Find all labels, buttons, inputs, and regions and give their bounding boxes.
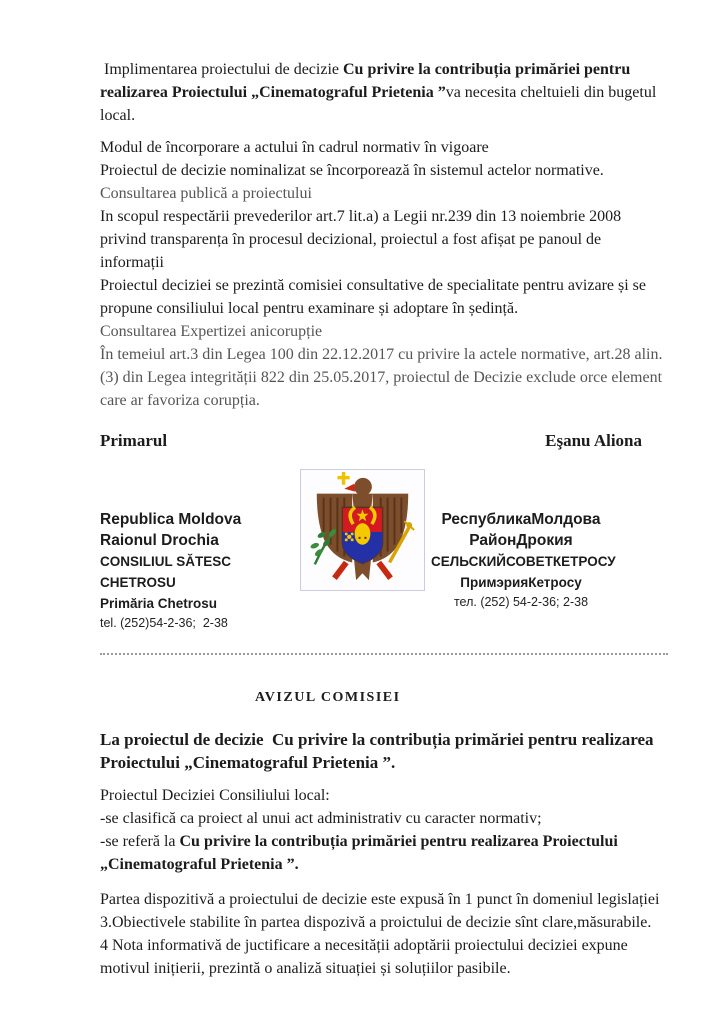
signature-row bbox=[100, 429, 668, 453]
intro-text-post: va necesita cheltuieli din bugetul local. bbox=[100, 84, 661, 124]
letterhead-country-ro: Republica Moldova bbox=[100, 511, 242, 528]
letterhead-council-ro: CONSILIUL SĂTESC CHETROSU bbox=[100, 554, 235, 590]
aviz-subject-paragraph: La proiectul de decizie Cu privire la contribuția primăriei pentru realizarea Proiectului „Cinematograful Prietenia ”. bbox=[100, 730, 658, 772]
line-modul-incorporare: Modul de încorporare a actului în cadrul normativ în vigoare bbox=[100, 139, 489, 156]
letterhead-phone-ru: тел. (252) 54-2-36; 2-38 bbox=[453, 595, 589, 609]
moldova-coat-of-arms-graphic bbox=[301, 470, 424, 590]
body-block bbox=[100, 136, 668, 412]
aviz-classification-block bbox=[100, 784, 668, 876]
intro-text-bold-title: Cu privire la contribuția primăriei pentru realizarea Proiectului „Cinematograful Prietenia ” bbox=[100, 61, 635, 101]
intro-text-pre: Implimentarea proiectului de decizie bbox=[100, 61, 343, 78]
line-consultarea-expertizei: Consultarea Expertizei anicorupție bbox=[100, 323, 323, 340]
para-nota-informativa: 4 Nota informativă de juctificare a necesității adoptării proiectului deciziei expune motivul inițierii, prezintă o analiză situației și soluțiilor pasibile. bbox=[100, 937, 632, 977]
para-in-scopul: In scopul respectării prevederilor art.7 lit.a) a Legii nr.239 din 13 noiembrie 2008 privind transparența în procesul decizional, proiectul a fost afișat pe panoul de informații bbox=[100, 208, 626, 271]
letterhead-district-ro: Raionul Drochia bbox=[100, 532, 219, 549]
moldova-coat-of-arms bbox=[300, 469, 425, 591]
line-se-refera bbox=[100, 830, 668, 876]
letterhead-phone-ro: tel. (252)54-2-36; 2-38 bbox=[100, 616, 228, 630]
line-consultarea-publica: Consultarea publică a proiectului bbox=[100, 185, 312, 202]
line-proiectul-deciziei-local: Proiectul Deciziei Consiliului local: bbox=[100, 787, 330, 804]
letterhead-council-ru: СЕЛЬСКИЙСОВЕТКЕТРОСУ bbox=[431, 554, 616, 569]
para-proiectul-deciziei: Proiectul deciziei se prezintă comisiei consultative de specialitate pentru avizare și se propune consiliului local pentru examinare și adoptare în ședință. bbox=[100, 277, 650, 317]
intro-paragraph bbox=[100, 58, 668, 127]
letterhead-district-ru: РайонДрокия bbox=[469, 532, 573, 549]
letterhead-country-ru: РеспубликаМолдова bbox=[441, 511, 601, 528]
letterhead-right-column bbox=[431, 469, 616, 633]
signature-name: Eşanu Aliona bbox=[545, 431, 642, 450]
se-refera-pre: -se referă la bbox=[100, 833, 180, 850]
letterhead-office-ro: Primăria Chetrosu bbox=[100, 596, 218, 611]
para-partea-dispozitiva: Partea dispozitivă a proiectului de decizie este expusă în 1 punct în domeniul legislației bbox=[100, 891, 660, 908]
dotted-divider bbox=[100, 653, 668, 655]
para-in-temeiul: În temeiul art.3 din Legea 100 din 22.12.2017 cu privire la actele normative, art.28 alin.(3) din Legea integrității 822 din 25.05.2017, proiectul de Decizie exclude orce element care ar favoriza corupția. bbox=[100, 346, 667, 409]
letterhead-office-ru: ПримэрияКетросу bbox=[460, 575, 582, 590]
aviz-heading: AVIZUL COMISIEI bbox=[255, 690, 401, 705]
se-refera-bold-title: Cu privire la contribuția primăriei pentru realizarea Proiectului „Cinematograful Prietenia ”. bbox=[100, 833, 622, 873]
letterhead bbox=[100, 469, 668, 633]
letterhead-left-column bbox=[100, 469, 300, 633]
para-obiectivele: 3.Obiectivele stabilite în partea dispozivă a proictului de decizie sînt clare,măsurabile. bbox=[100, 914, 652, 931]
line-proiect-nominalizat: Proiectul de decizie nominalizat se încorporează în sistemul actelor normative. bbox=[100, 162, 604, 179]
line-se-clasifica: -se clasifică ca proiect al unui act administrativ cu caracter normativ; bbox=[100, 810, 542, 827]
aviz-analysis-block bbox=[100, 888, 668, 980]
signature-title: Primarul bbox=[100, 431, 168, 450]
